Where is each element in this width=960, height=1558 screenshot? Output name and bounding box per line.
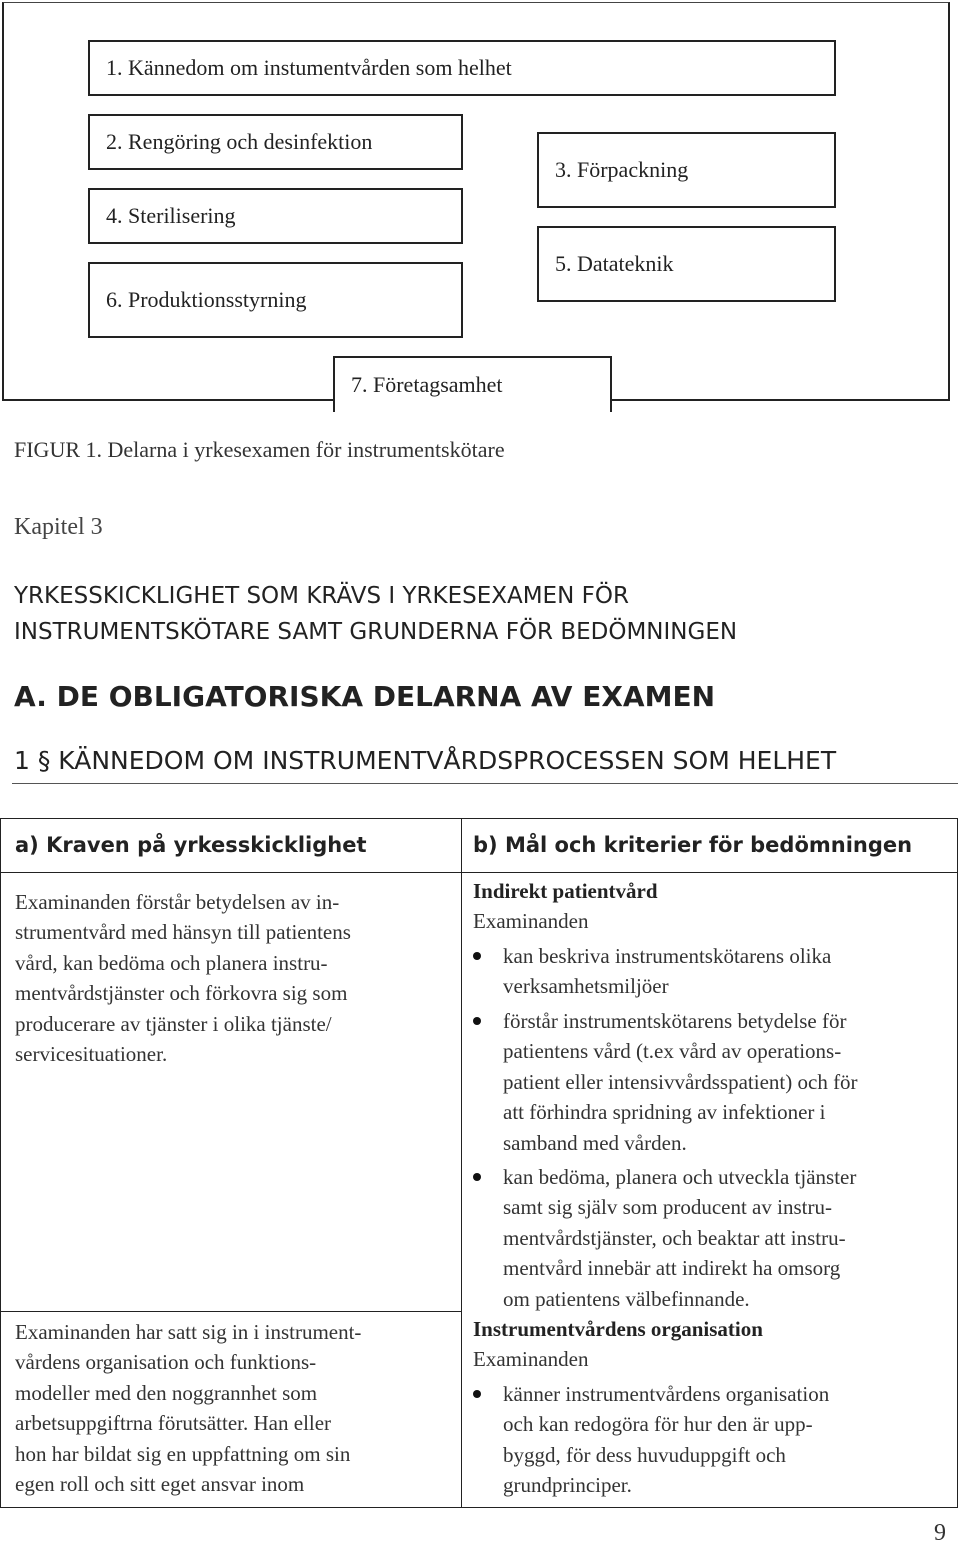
chapter-heading-line-1: YRKESSKICKLIGHET SOM KRÄVS I YRKESEXAMEN FÖR xyxy=(14,583,629,609)
page-number: 9 xyxy=(934,1520,946,1546)
criteria-section-1-examinee: Examinanden xyxy=(473,909,589,933)
figure-box-1 xyxy=(88,40,836,96)
figure-box-4 xyxy=(88,188,463,244)
bullet-line: patientens vård (t.ex vård av operations- xyxy=(503,1039,842,1064)
figure-box-3 xyxy=(537,132,836,208)
figure-box-7-label: 7. Företagsamhet xyxy=(351,372,503,397)
criteria-section-2-examinee: Examinanden xyxy=(473,1347,589,1371)
para-line: servicesituationer. xyxy=(15,1042,168,1067)
bullet-line: känner instrumentvårdens organisation xyxy=(503,1382,830,1406)
bullet-line: om patientens välbefinnande. xyxy=(503,1286,750,1311)
bullet-icon xyxy=(473,1390,481,1398)
figure-box-3-label: 3. Förpackning xyxy=(555,157,689,182)
bullet-line: samband med vården. xyxy=(503,1130,687,1155)
criteria-section-1-title: Indirekt patientvård xyxy=(473,879,658,903)
figure-box-6 xyxy=(88,262,463,338)
column-a-header: a) Kraven på yrkesskicklighet xyxy=(15,833,367,857)
bullet-line: verksamhetsmiljöer xyxy=(503,974,669,999)
chapter-heading xyxy=(14,578,737,650)
header-divider xyxy=(1,872,957,873)
para-line: vårdens organisation och funktions- xyxy=(15,1350,317,1375)
bullet-line: att förhindra spridning av infektioner i xyxy=(503,1100,826,1125)
para-line: egen roll och sitt eget ansvar inom xyxy=(15,1472,305,1497)
para-line: modeller med den noggrannhet som xyxy=(15,1380,318,1405)
bullet-icon xyxy=(473,1017,481,1025)
section-a-heading: A. DE OBLIGATORISKA DELARNA AV EXAMEN xyxy=(14,680,716,713)
chapter-label: Kapitel 3 xyxy=(14,514,103,540)
figure-box-5-label: 5. Datateknik xyxy=(555,251,674,276)
figure-box-1-label: 1. Kännedom om instumentvården som helhet xyxy=(106,55,512,80)
criteria-section-2-title: Instrumentvårdens organisation xyxy=(473,1317,763,1341)
criteria-bullet xyxy=(473,1379,953,1501)
requirement-paragraph-1 xyxy=(15,887,455,1069)
bullet-line: patient eller intensivvårdsspatient) och för xyxy=(503,1069,858,1094)
bullet-line: och kan redogöra för hur den är upp- xyxy=(503,1412,813,1437)
column-b-header: b) Mål och kriterier för bedömningen xyxy=(473,833,913,857)
bullet-icon xyxy=(473,952,481,960)
criteria-bullet xyxy=(473,1006,953,1158)
left-row-divider xyxy=(1,1311,461,1312)
column-divider xyxy=(461,819,462,1507)
heading-rule xyxy=(12,783,958,784)
bullet-line: samt sig själv som producent av instru- xyxy=(503,1195,832,1220)
criteria-bullet xyxy=(473,941,953,1002)
bullet-line: mentvård innebär att indirekt ha omsorg xyxy=(503,1256,841,1281)
criteria-bullet xyxy=(473,1162,953,1314)
figure-box-2-label: 2. Rengöring och desinfektion xyxy=(106,129,373,154)
para-line: hon har bildat sig en uppfattning om sin xyxy=(15,1441,351,1466)
bullet-line: byggd, för dess huvuduppgift och xyxy=(503,1442,786,1467)
bullet-line: kan bedöma, planera och utveckla tjänster xyxy=(503,1165,857,1189)
figure-box-6-label: 6. Produktionsstyrning xyxy=(106,287,307,312)
bullet-line: förstår instrumentskötarens betydelse för xyxy=(503,1009,847,1033)
para-line: Examinanden har satt sig in i instrument- xyxy=(15,1320,362,1344)
figure-box-2 xyxy=(88,114,463,170)
requirement-paragraph-2 xyxy=(15,1317,455,1499)
para-line: strumentvård med hänsyn till patientens xyxy=(15,920,351,945)
para-line: producerare av tjänster i olika tjänste/ xyxy=(15,1011,332,1036)
criteria-table xyxy=(0,818,958,1508)
para-line: vård, kan bedöma och planera instru- xyxy=(15,950,328,975)
chapter-heading-line-2: INSTRUMENTSKÖTARE SAMT GRUNDERNA FÖR BEDÖMNINGEN xyxy=(14,619,738,645)
figure-box-4-label: 4. Sterilisering xyxy=(106,203,236,228)
figure-box-7 xyxy=(333,356,612,412)
para-line: mentvårdstjänster och förkovra sig som xyxy=(15,981,348,1006)
bullet-line: kan beskriva instrumentskötarens olika xyxy=(503,944,832,968)
bullet-line: grundprinciper. xyxy=(503,1473,632,1498)
bullet-icon xyxy=(473,1173,481,1181)
para-line: arbetsuppgiftrna förutsätter. Han eller xyxy=(15,1411,332,1436)
para-line: Examinanden förstår betydelsen av in- xyxy=(15,890,340,914)
figure-caption: FIGUR 1. Delarna i yrkesexamen för instrumentskötare xyxy=(14,437,505,462)
paragraph-1-heading: 1 § KÄNNEDOM OM INSTRUMENTVÅRDSPROCESSEN SOM HELHET xyxy=(14,746,837,775)
figure-box-5 xyxy=(537,226,836,302)
bullet-line: mentvårdstjänster, och beaktar att instru- xyxy=(503,1225,846,1250)
